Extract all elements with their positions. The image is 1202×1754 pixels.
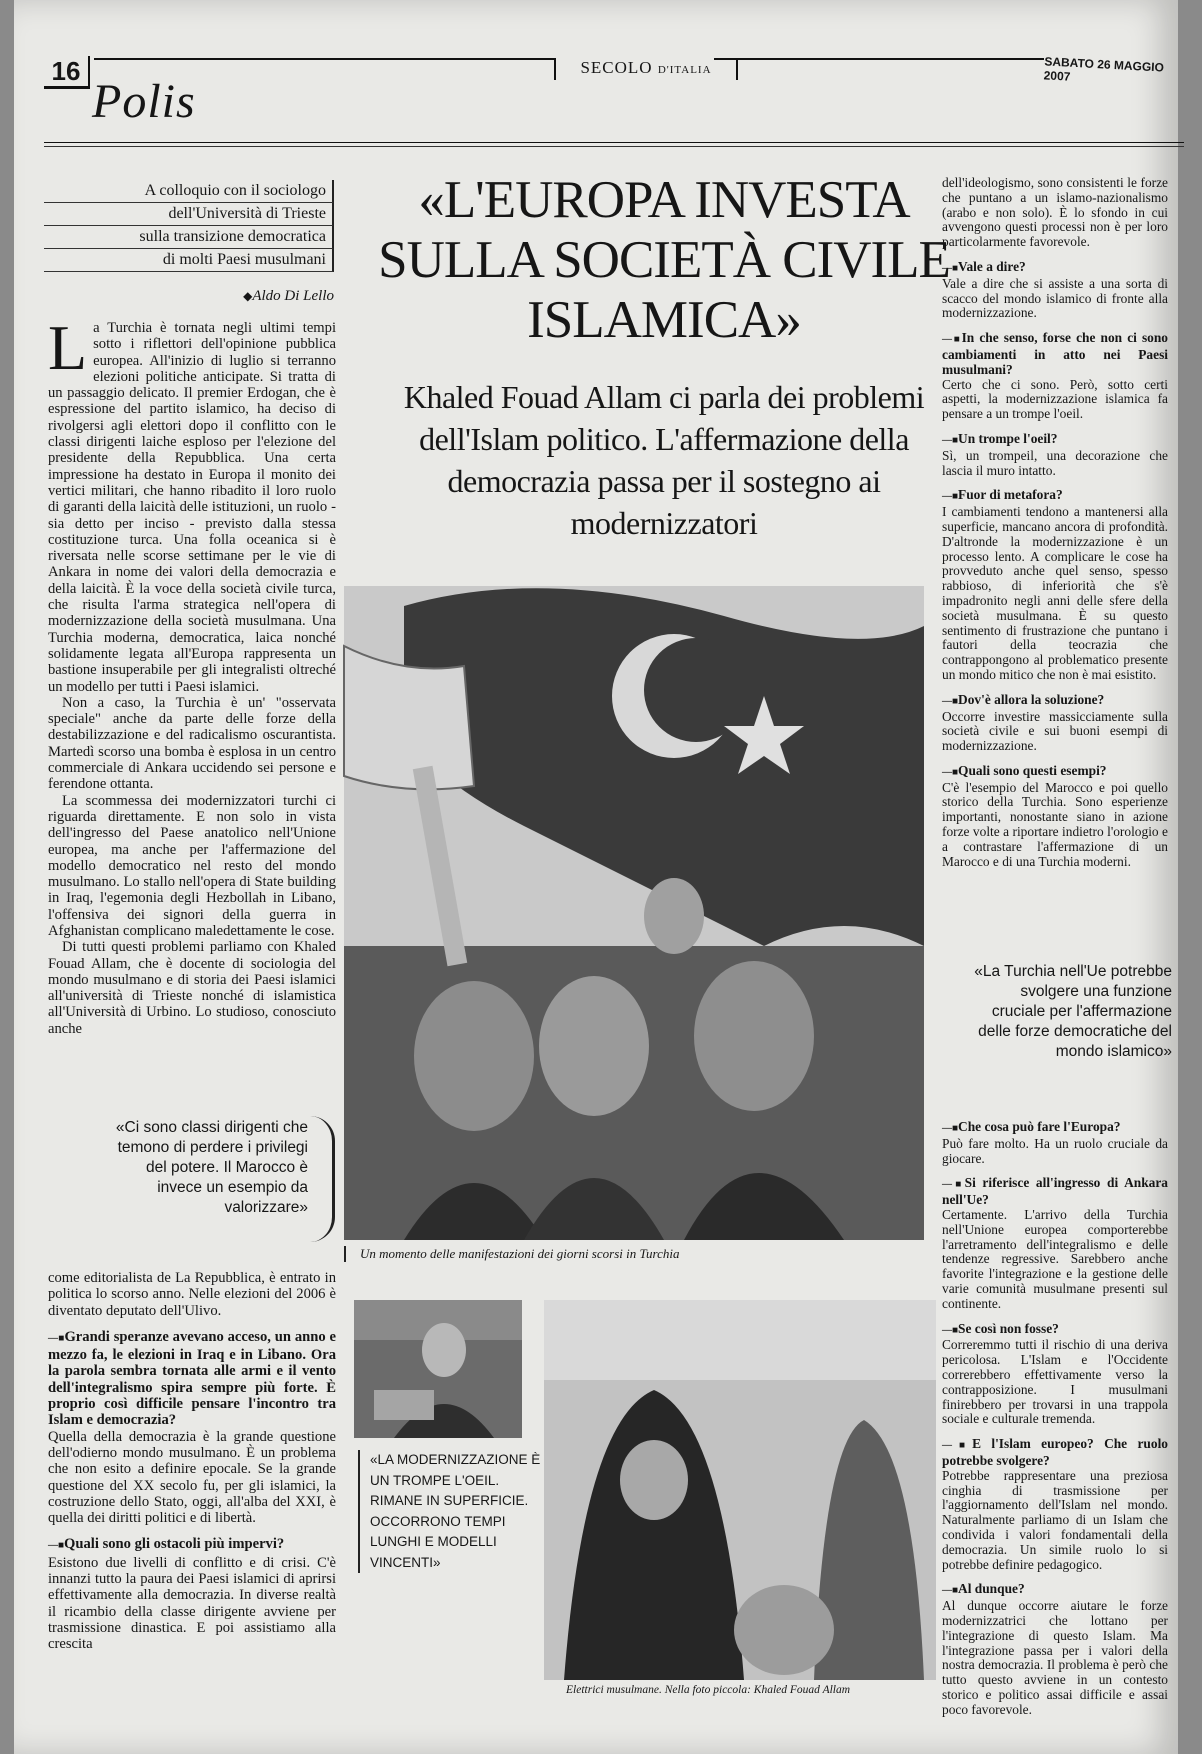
interview-question: —■ Si riferisce all'ingresso di Ankara nell'Ue? [942, 1176, 1168, 1208]
interview-question: —■ Che cosa può fare l'Europa? [942, 1120, 1168, 1137]
interview-question: —■ Fuor di metafora? [942, 488, 1168, 505]
masthead-rule-right [714, 58, 1044, 60]
interview-question: —■ Quali sono gli ostacoli più impervi? [48, 1536, 336, 1554]
interview-answer: Occorre investire massicciamente sulla società civile e sui buoni esempi di modernizzazione. [942, 708, 1168, 754]
interview-question: —■ Vale a dire? [942, 260, 1168, 277]
article-body-left-continued [48, 1270, 336, 1653]
page-number: 16 [44, 56, 90, 89]
section-rule [44, 142, 1184, 143]
kicker-line: sulla transizione democratica [44, 226, 334, 249]
photo-caption-bottom: Elettrici musulmane. Nella foto piccola: Khaled Fouad Allam [566, 1684, 851, 1696]
body-paragraph: dell'ideologismo, sono consistenti le forze che puntano a un islamo-nazionalismo (arabo e non solo). È lo sfondo in cui avvengono questi processi non è per loro particolarmente favorevole. [942, 175, 1168, 250]
pull-quote-right: «La Turchia nell'Ue potrebbe svolgere una funzione cruciale per l'affermazione delle forze democratiche del mondo islamico» [974, 963, 1172, 1060]
masthead-rule [94, 58, 554, 60]
pull-quote-bracket [310, 1116, 335, 1242]
article-body-left [48, 312, 336, 1090]
newspaper-page [14, 0, 1178, 1754]
interview-answer: Correremmo tutti il rischio di una deriva pericolosa. L'Islam e l'Occidente correrebbero effettivamente verso la contrapposizione. I musulmani finirebbero per trovarsi in una trappola sociale e culturale tremenda. [942, 1337, 1168, 1427]
interview-answer: Esistono due livelli di conflitto e di crisi. C'è innanzi tutto la paura dei Paesi islamici di aprirsi effettivamente alla democrazia. In diverse realtà il ricambio della classe dirigente avviene per trasmissione dinastica. E poi assistiamo alla crescita [48, 1554, 336, 1653]
section-name: Polis [92, 75, 196, 128]
byline: ◆ Aldo Di Lello [44, 288, 334, 305]
photo-caption: Un momento delle manifestazioni dei giorni scorsi in Turchia [344, 1246, 940, 1262]
drop-cap: L [48, 312, 88, 383]
voters-photo [544, 1300, 936, 1680]
deck: Khaled Fouad Allam ci parla dei problemi dell'Islam politico. L'affermazione della democrazia passa per il sostegno ai modernizzatori [403, 379, 925, 541]
interview-answer: Certamente. L'arrivo della Turchia nell'Unione europea comporterebbe l'arretramento dell'integralismo e delle tendenze regressive. Sarebbero anche favorite l'integrazione e la gestione delle varie comunità musulmane presenti sul continente. [942, 1206, 1168, 1311]
body-first-text: a Turchia è tornata negli ultimi tempi sotto i riflettori dell'opinione pubblica europea. All'inizio di luglio si terranno elezioni politiche anticipate. Si tratta di un passaggio delicato. Il premier Erdogan, che è espressione del partito islamico, ha deciso di rivolgersi agli elettori dopo il conflitto con le classi dirigenti laiche esploso per l'elezione del presidente della Repubblica. Una certa impressione ha destato in Europa il monito dei vertici militari, che hanno ribadito il loro ruolo di garanti della laicità delle istituzioni, un ruolo - sia detto per inciso - previsto dalla stessa costituzione turca. Una folla oceanica si è riversata nelle scorse settimane per le vie di Ankara in nome dei valori della democrazia e della laicità. È la voce della società civile turca, che risulta l'arma strategica nell'opera di modernizzazione della società musulmana. Una Turchia moderna, democratica, laica nonché solidamente legata all'Europa rappresenta un bastione insuperabile per gli integralisti oltreché un modello per tutti i Paesi islamici. [48, 320, 336, 695]
voters-illustration [544, 1300, 936, 1680]
pull-quote-left: «Ci sono classi dirigenti che temono di perdere i privilegi del potere. Il Marocco è invece un esempio da valorizzare» [115, 1119, 308, 1216]
newspaper-name [554, 58, 738, 80]
body-paragraph: come editorialista de La Repubblica, è entrato in politica lo scorso anno. Nelle elezioni del 2006 è diventato deputato dell'Ulivo. [48, 1270, 336, 1319]
issue-date: SABATO 26 MAGGIO 2007 [1043, 54, 1165, 84]
body-paragraph: Non a caso, la Turchia è un' "osservata speciale" anche da parte delle forze della destabilizzazione e del radicalismo oscurantista. Martedì scorso una bomba è esplosa in un centro commerciale di Ankara uccidendo sei persone e ferendone ottanta. [48, 694, 336, 793]
interview-answer: Quella della democrazia è la grande questione dell'odierno mondo musulmano. È un problema che non esito a definire epocale. Se la grande questione del XX secolo fu, per gli islamici, la costruzione dello Stato, oggi, all'alba del XXI, è quella dei diritti politici e di libertà. [48, 1428, 336, 1527]
pull-quote-small: «LA MODERNIZZAZIONE È UN TROMPE L'OEIL. RIMANE IN SUPERFICIE. OCCORRONO TEMPI LUNGHI E MODELLI VINCENTI» [358, 1450, 550, 1573]
interview-answer: Vale a dire che si assiste a una sorta di scacco del mondo islamico di fronte alla modernizzazione. [942, 275, 1168, 321]
body-paragraph: Di tutti questi problemi parliamo con Khaled Fouad Allam, che è docente di sociologia del mondo musulmano e di storia dei Paesi islamici all'università di Trieste nonché di islamistica all'Università di Urbino. Lo studioso, conosciuto anche [48, 939, 336, 1037]
interview-question: —■ E l'Islam europeo? Che ruolo potrebbe svolgere? [942, 1437, 1168, 1469]
interview-answer: Potrebbe rappresentare una preziosa cinghia di trasmissione per l'aggiornamento dell'Islam nel mondo. Naturalmente parliamo di un Islam che condivida i valori fondamentali della democrazia. Un simile ruolo lo si potrebbe definire pedagogico. [942, 1467, 1168, 1572]
interview-answer: Al dunque occorre aiutare le forze modernizzatrici che lottano per l'integrazione di questo Islam. Ma l'integrazione passa per i valori della nostra democrazia. Il problema è però che tutto questo avviene in un contesto storico e politico assai difficile e assai poco favorevole. [942, 1598, 1168, 1717]
portrait-illustration [354, 1300, 522, 1438]
protest-photo-illustration [344, 586, 924, 1240]
kicker-line: dell'Università di Trieste [44, 203, 334, 226]
article-kicker [44, 180, 334, 272]
newspaper-name-suffix: D'ITALIA [657, 64, 712, 76]
interview-question: —■ In che senso, forse che non ci sono cambiamenti in atto nei Paesi musulmani? [942, 331, 1168, 377]
interview-answer: Sì, un trompeil, una decorazione che lascia il muro intatto. [942, 447, 1168, 478]
interview-answer: C'è l'esempio del Marocco e poi quello storico della Turchia. Sono esperienze importanti, nonostante siano in azione forze volte a riportare indietro l'orologio e a contrastare l'affermazione di un Marocco e di una Turchia moderni. [942, 779, 1168, 869]
body-paragraph: La scommessa dei modernizzatori turchi ci riguarda direttamente. E non solo in vista dell'ingresso del Paese anatolico nell'Unione europea, ma anche per l'affermazione del modello democratico nel resto del mondo musulmano. Lo stallo nell'opera di State building in Iraq, l'egemonia degli Hezbollah in Libano, l'offensiva dei signori della guerra in Afghanistan complicano maledettamente le cose. [48, 792, 336, 939]
headline: «L'EUROPA INVESTA SULLA SOCIETÀ CIVILE ISLAMICA» [378, 171, 950, 349]
interview-question: —■ Quali sono questi esempi? [942, 764, 1168, 781]
interview-question: —■ Un trompe l'oeil? [942, 432, 1168, 449]
protest-photo [344, 586, 924, 1240]
kicker-line: A colloquio con il sociologo [44, 180, 334, 203]
section-rule-thin [44, 146, 1184, 147]
interview-answer: Certo che ci sono. Però, sotto certi aspetti, la modernizzazione islamica fa pensare a un trompe l'oeil. [942, 376, 1168, 422]
body-paragraph [48, 312, 336, 695]
kicker-line: di molti Paesi musulmani [44, 249, 334, 272]
portrait-photo [354, 1300, 522, 1438]
interview-question: —■ Se così non fosse? [942, 1322, 1168, 1339]
interview-answer: I cambiamenti tendono a mantenersi alla superficie, mancano ancora di profondità. D'altronde la modernizzazione è un processo lento. A complicare le cose ha provveduto anche quel senso, spesso rabbioso, di inferiorità che s'è impadronito negli anni delle sfere della società musulmana. È su questo sentimento di frustrazione che puntano i fautori della teocrazia che contrappongono al problematico presente un mondo mitico che non è mai esistito. [942, 504, 1168, 682]
interview-question: —■ Dov'è allora la soluzione? [942, 693, 1168, 710]
interview-answer: Può fare molto. Ha un ruolo cruciale da giocare. [942, 1135, 1168, 1166]
interview-question: —■ Al dunque? [942, 1582, 1168, 1599]
article-body-right-continued [942, 1110, 1168, 1730]
newspaper-name-main: SECOLO [580, 58, 653, 77]
interview-question: —■ Grandi speranze avevano acceso, un anno e mezzo fa, le elezioni in Iraq e in Libano. Ora la parola sembra tornata alle armi e il vento dell'integralismo spira sempre più forte. È proprio così difficile pensare l'incontro tra Islam e democrazia? [48, 1329, 336, 1429]
